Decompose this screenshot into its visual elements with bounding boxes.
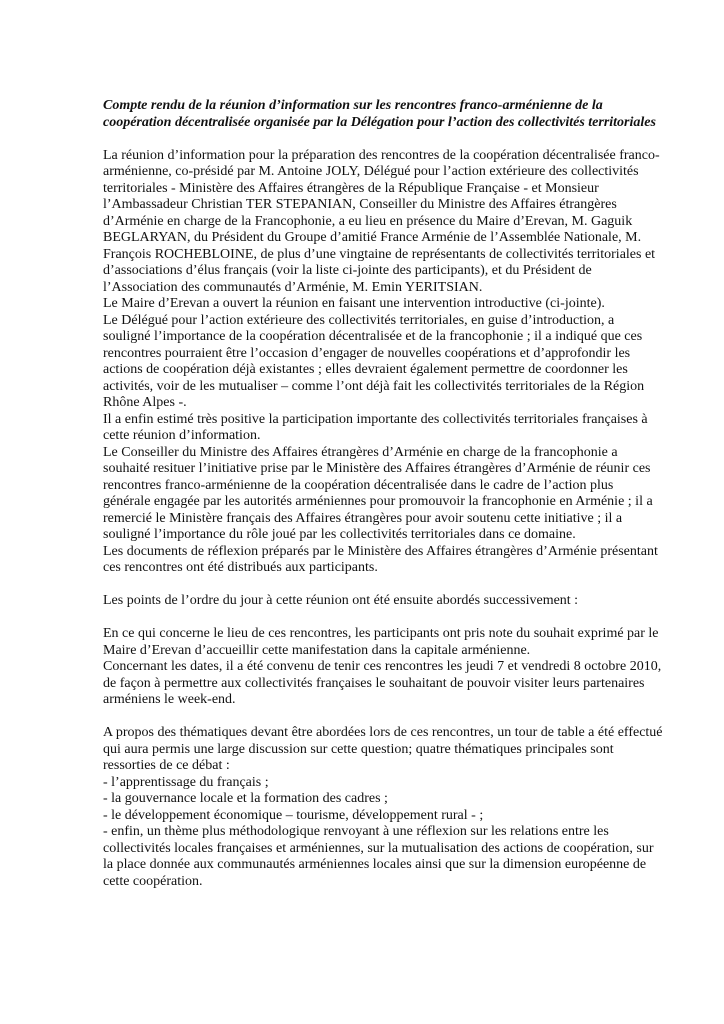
document-body	[103, 98, 663, 890]
paragraph-conseiller: Le Conseiller du Ministre des Affaires étrangères d’Arménie en charge de la francophonie a souhaité resituer l’initiative prise par le Ministère des Affaires étrangères d’Arménie de réunir ces rencontres franco-arménienne de la coopération décentralisée dans le cadre de l’action plus générale engagée par les autorités arméniennes pour promouvoir la francophonie en Arménie ; il a remercié le Ministère français des Affaires étrangères pour avoir soutenu cette initiative ; il a souligné l’importance du rôle joué par les collectivités territoriales dans ce domaine.	[103, 444, 653, 542]
spacer	[103, 709, 663, 726]
paragraph-maire: Le Maire d’Erevan a ouvert la réunion en faisant une intervention introductive (ci-jointe).	[103, 296, 605, 311]
paragraph-dates: Concernant les dates, il a été convenu de tenir ces rencontres les jeudi 7 et vendredi 8 octobre 2010, de façon à permettre aux collectivités françaises le souhaitant de pouvoir visiter leurs partenaires arméniens le week-end.	[103, 659, 662, 707]
paragraph-ordre-du-jour: Les points de l’ordre du jour à cette réunion ont été ensuite abordés successivement :	[103, 593, 579, 608]
list-item-thematique: - la gouvernance locale et la formation des cadres ;	[103, 791, 388, 806]
paragraph-lieu: En ce qui concerne le lieu de ces rencontres, les participants ont pris note du souhait exprimé par le Maire d’Erevan d’accueillir cette manifestation dans la capitale arménienne.	[103, 626, 659, 658]
list-item-thematique: - l’apprentissage du français ;	[103, 774, 269, 790]
list-item-thematique: - le développement économique – tourisme, développement rural - ;	[103, 807, 484, 823]
paragraph-documents: Les documents de réflexion préparés par le Ministère des Affaires étrangères d’Arménie présentant ces rencontres ont été distribués aux participants.	[103, 543, 658, 575]
document-title: Compte rendu de la réunion d’information sur les rencontres franco-arménienne de la coopération décentralisée organisée par la Délégation pour l’action des collectivités territoriales	[103, 98, 656, 130]
paragraph-thematiques-intro: A propos des thématiques devant être abordées lors de ces rencontres, un tour de table a été effectué qui aura permis une large discussion sur cette question; quatre thématiques principales sont ressorties de ce débat :	[103, 725, 663, 773]
paragraph-estime: Il a enfin estimé très positive la participation importante des collectivités territoriales françaises à cette réunion d’information.	[103, 411, 648, 443]
spacer	[103, 577, 663, 594]
paragraph-intro: La réunion d’information pour la préparation des rencontres de la coopération décentralisée franco-arménienne, co-présidé par M. Antoine JOLY, Délégué pour l’action extérieure des collectivités territoriales - Ministère des Affaires étrangères de la République Française - et Monsieur l’Ambassadeur Christian TER STEPANIAN, Conseiller du Ministre des Affaires étrangères d’Arménie en charge de la Francophonie, a eu lieu en présence du Maire d’Erevan, M. Gaguik BEGLARYAN, du Président du Groupe d’amitié France Arménie de l’Assemblée Nationale, M. François ROCHEBLOINE, de plus d’une vingtaine de représentants de collectivités territoriales et d’associations d’élus français (voir la liste ci-jointe des participants), et du Président de l’Association des communautés d’Arménie, M. Emin YERITSIAN.	[103, 147, 660, 295]
spacer	[103, 610, 663, 627]
list-item-thematique: - enfin, un thème plus méthodologique renvoyant à une réflexion sur les relations entre les collectivités locales françaises et arméniennes, sur la mutualisation des actions de coopération, sur la place donnée aux communautés arméniennes locales ainsi que sur la dimension européenne de cette coopération.	[103, 824, 654, 889]
paragraph-delegue: Le Délégué pour l’action extérieure des collectivités territoriales, en guise d’introduction, a souligné l’importance de la coopération décentralisée et de la francophonie ; il a indiqué que ces rencontres pourraient être l’occasion d’engager de nouvelles coopérations et d’approfondir les actions de coopération déjà existantes ; elles devraient également permettre de coordonner les activités, voir de les mutualiser – comme l’ont déjà fait les collectivités territoriales de la Région Rhône Alpes -.	[103, 312, 645, 410]
